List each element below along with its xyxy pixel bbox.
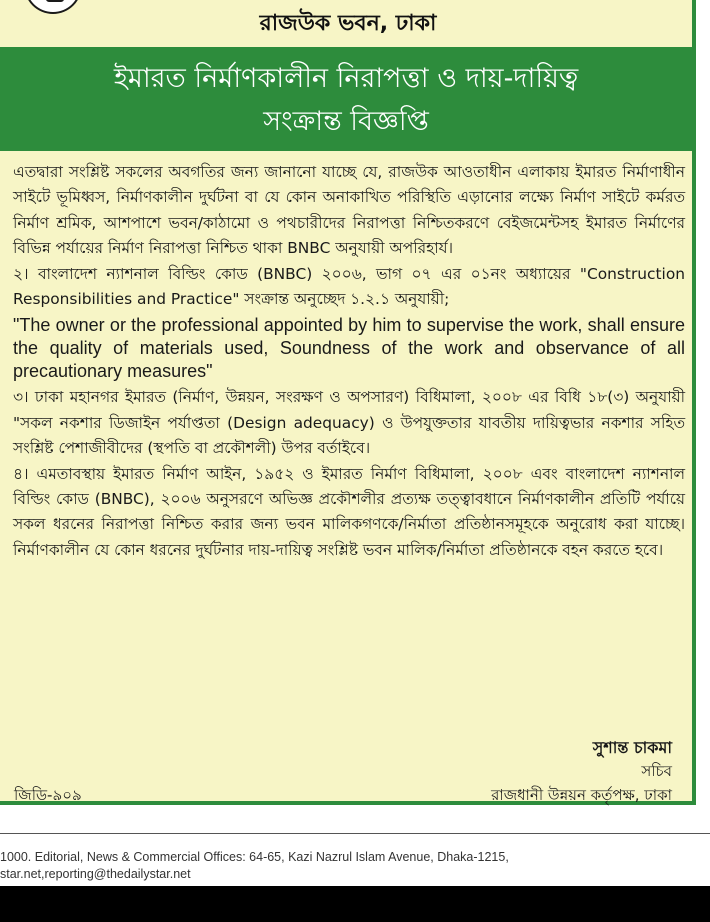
reference-number: জিডি-৯০৯ (14, 786, 82, 804)
paragraph-3: ৩। ঢাকা মহানগর ইমারত (নির্মাণ, উন্নয়ন, সংরক্ষণ ও অপসারণ) বিধিমালা, ২০০৮ এর বিধি ১৮(৩) অনুযায়ী "সকল নকশার ডিজাইন পর্যাপ্ততা (Design adequacy) ও উপযুক্ততার যাবতীয় দায়িত্বভার নকশার সহিত সংশ্লিষ্ট পেশাজীবীদের (স্থপতি বা প্রকৌশলী) উপর বর্তাইবে। (13, 388, 685, 458)
bottom-black-bar (0, 886, 710, 922)
signatory-name: সুশান্ত চাকমা (592, 738, 672, 757)
notice-body (13, 160, 685, 563)
signatory-organization: রাজধানী উন্নয়ন কর্তৃপক্ষ, ঢাকা (491, 786, 672, 804)
paragraph-4: ৪। এমতাবস্থায় ইমারত নির্মাণ আইন, ১৯৫২ ও ইমারত নির্মাণ বিধিমালা, ২০০৮ এবং বাংলাদেশ ন্যাশনাল বিল্ডিং কোড (BNBC), ২০০৬ অনুসরণে অভিজ্ঞ প্রকৌশলীর প্রত্যক্ষ তত্ত্বাবধানে নির্মাণকালীন প্রতিটি পর্যায়ে সকল ধরনের নিরাপত্তা নিশ্চিত করার জন্য ভবন মালিকগণকে/নির্মাতা প্রতিষ্ঠানসমূহকে অনুরোধ করা যাচ্ছে। নির্মাণকালীন যে কোন ধরনের দুর্ঘটনার দায়-দায়িত্ব সংশ্লিষ্ট ভবন মালিক/নির্মাতা প্রতিষ্ঠানকে বহন করতে হবে। (13, 464, 685, 559)
notice-title-line1: ইমারত নির্মাণকালীন নিরাপত্তা ও দায়-দায়িত্ব (113, 63, 579, 94)
paragraph-2: ২। বাংলাদেশ ন্যাশনাল বিল্ডিং কোড (BNBC) ২০০৬, ভাগ ০৭ এর ০১নং অধ্যায়ের "Construction Responsibilities and Practice" সংক্রান্ত অনুচ্ছেদ ১.২.১ অনুযায়ী; (13, 264, 685, 309)
footer-divider (0, 833, 710, 834)
footer-line-1: 1000. Editorial, News & Commercial Offices: 64-65, Kazi Nazrul Islam Avenue, Dhaka-1215, (0, 850, 509, 864)
signatory-title: সচিব (641, 762, 672, 780)
title-banner (0, 47, 692, 151)
paragraph-1: এতদ্বারা সংশ্লিষ্ট সকলের অবগতির জন্য জানানো যাচ্ছে যে, রাজউক আওতাধীন এলাকায় ইমারত নির্মাণাধীন সাইটে ভূমিধ্বস, নির্মাণকালীন দুর্ঘটনা বা যে কোন অনাকাখিত পরিস্থিতি এড়ানোর লক্ষ্যে নির্মাণ সাইটে কর্মরত নির্মাণ শ্রমিক, আশপাশে ভবন/কাঠামো ও পথচারীদের নিরাপত্তা নিশ্চিতকরণে বেইজমেন্টসহ ইমারত নির্মাণের বিভিন্ন পর্যায়ের নির্মাণ নিরাপত্তা নিশ্চিত থাকা BNBC অনুযায়ী অপরিহার্য। (13, 163, 685, 258)
notice-title-line2: সংক্রান্ত বিজ্ঞপ্তি (263, 106, 429, 137)
building-heading: রাজউক ভবন, ঢাকা (259, 11, 437, 36)
bnbc-quote: "The owner or the professional appointed by him to supervise the work, shall ensure the quality of materials used, Soundness of the work and observance of all precautionary measures" (13, 315, 685, 382)
newspaper-footer (0, 849, 710, 883)
footer-line-2: star.net,reporting@thedailystar.net (0, 867, 191, 881)
